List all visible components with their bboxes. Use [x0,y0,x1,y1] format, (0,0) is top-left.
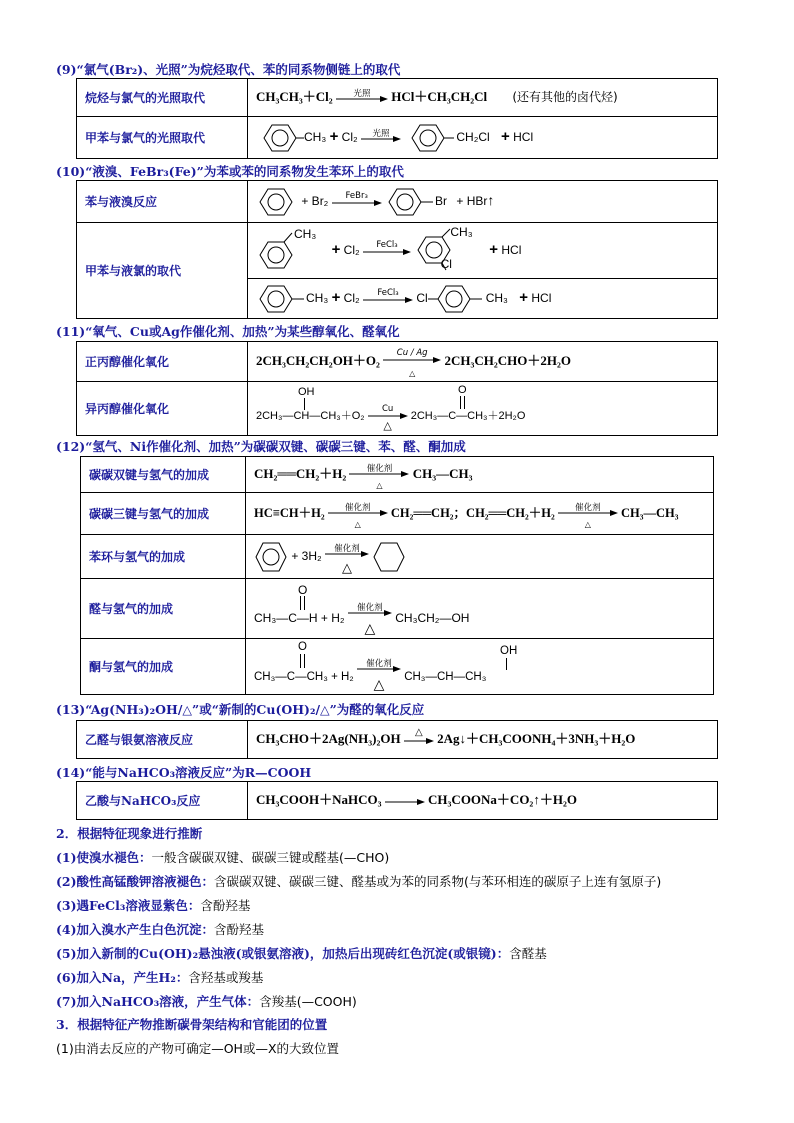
row-label: 碳碳三键与氢气的加成 [81,493,246,535]
chlorotoluene-icon [428,283,486,315]
reaction-arrow: 光照 [336,87,388,109]
rule-line-4: (4)加入溴水产生白色沉淀：含酚羟基 [56,922,265,937]
row-label: 甲苯与液氯的取代 [77,223,248,319]
benzene-icon [404,123,456,153]
reaction-arrow: 催化剂 △ [558,501,618,527]
section-13-heading: (13)“Ag(NH₃)₂OH/△”或“新制的Cu(OH)₂/△”为醛的氧化反应 [56,702,425,717]
row-label: 正丙醇催化氧化 [77,342,248,382]
equation: + Br₂ FeBr₃ Br + HBr↑ [248,181,718,223]
equation: 2CH₃CH₂CH₂OH＋O₂ Cu / Ag △ 2CH₃CH₂CHO＋2H₂O [248,342,718,382]
benzene-icon [254,539,288,575]
row-label: 烷烃与氯气的光照取代 [77,79,248,117]
reaction-arrow: 催化剂 △ [357,657,401,689]
rule-line-8: (1)由消去反应的产物可确定—OH或—X的大致位置 [56,1041,340,1056]
row-label: 乙醛与银氨溶液反应 [77,721,248,759]
equation: CH₃ + Cl₂ FeCl₃ Cl CH₃ + HCl [248,279,718,319]
benzene-icon [256,186,298,218]
section-11-heading: (11)“氧气、Cu或Ag作催化剂、加热”为某些醇氧化、醛氧化 [56,324,400,339]
reaction-arrow: Cu / Ag △ [383,348,441,376]
table-11 [76,341,718,436]
rule-line-7: (7)加入NaHCO₃溶液，产生气体：含羧基(—COOH) [56,994,357,1009]
reaction-arrow: 催化剂 △ [325,542,369,572]
section-14-heading: (14)“能与NaHCO₃溶液反应”为R—COOH [56,765,312,780]
table-13 [76,720,718,759]
row-label: 苯与液溴反应 [77,181,248,223]
row-label: 乙酸与NaHCO₃反应 [77,782,248,820]
reaction-arrow: FeCl₃ [363,288,413,310]
rule-line-6: (6)加入Na，产生H₂：含羟基或羧基 [56,970,264,985]
rule-line-5: (5)加入新制的Cu(OH)₂悬浊液(或银氨溶液)，加热后出现砖红色沉淀(或银镜)：含醛基 [56,946,547,961]
section-9-heading: (9)“氯气(Br₂)、光照”为烷烃取代、苯的同系物侧链上的取代 [56,62,401,77]
section-2-heading: 2．根据特征现象进行推断 [56,826,203,841]
equation: HC≡CH＋H₂ 催化剂 △ CH₂══CH₂；CH₂══CH₂＋H₂ 催化剂 △ CH₃—CH₃ [246,493,714,535]
rule-line-3: (3)遇FeCl₃溶液显紫色：含酚羟基 [56,898,251,913]
toluene-icon [256,283,306,315]
table-10 [76,180,718,319]
section-12-heading: (12)“氢气、Ni作催化剂、加热”为碳碳双键、碳碳三键、苯、醛、酮加成 [56,439,466,454]
cyclohexane-icon [372,539,408,575]
reaction-arrow: FeBr₃ [332,191,382,213]
row-label: 甲苯与氯气的光照取代 [77,117,248,159]
rule-line-1: (1)使溴水褪色：一般含碳碳双键、碳碳三键或醛基(—CHO) [56,850,390,865]
equation: + 3H₂ 催化剂 △ [246,535,714,579]
equation: CH₃ + Cl₂ FeCl₃ CH₃Cl + HCl [248,223,718,279]
table-9 [76,78,718,159]
equation: CH₂══CH₂＋H₂ 催化剂 △ CH₃—CH₃ [246,457,714,493]
reaction-arrow: 催化剂 △ [348,601,392,633]
reaction-arrow: 催化剂 △ [328,501,388,527]
row-label: 异丙醇催化氧化 [77,382,248,436]
row-label: 酮与氢气的加成 [81,639,246,695]
row-label: 醛与氢气的加成 [81,579,246,639]
equation: OH 2CH₃—CH—CH₃＋O₂ Cu △ O 2CH₃—C—CH₃＋2H₂O [248,382,718,436]
table-14 [76,781,718,820]
reaction-arrow: 催化剂 △ [349,462,409,488]
rule-line-2: (2)酸性高锰酸钾溶液褪色：含碳碳双键、碳碳三键、醛基或为苯的同系物(与苯环相连的碳原子上连有氢原子) [56,874,662,889]
equation: CH₃CHO＋2Ag(NH₃)₂OH △ 2Ag↓＋CH₃COONH₄＋3NH₃＋H₂O [248,721,718,759]
section-10-heading: (10)“液溴、FeBr₃(Fe)”为苯或苯的同系物发生苯环上的取代 [56,164,404,179]
benzene-icon [256,123,304,153]
equation: CH₃CH₃＋Cl₂ 光照 HCl＋CH₃CH₂Cl (还有其他的卤代烃) [248,79,718,117]
reaction-arrow: FeCl₃ [363,240,411,262]
reaction-arrow: 光照 [361,127,401,149]
reaction-arrow: Cu △ [368,404,408,430]
reaction-arrow [385,790,425,812]
equation: CH₃COOH＋NaHCO₃ CH₃COONa＋CO₂↑＋H₂O [248,782,718,820]
reaction-arrow: △ [404,729,434,751]
row-label: 碳碳双键与氢气的加成 [81,457,246,493]
table-12 [80,456,714,695]
section-3-heading: 3．根据特征产物推断碳骨架结构和官能团的位置 [56,1017,328,1032]
equation: CH₃ + Cl₂ 光照 CH₂Cl + HCl [248,117,718,159]
benzene-icon [385,186,435,218]
row-label: 苯环与氢气的加成 [81,535,246,579]
equation: O CH₃—C—CH₃ + H₂ 催化剂 △ OH CH₃—CH—CH₃ [246,639,714,695]
equation: O CH₃—C—H + H₂ 催化剂 △ CH₃CH₂—OH [246,579,714,639]
